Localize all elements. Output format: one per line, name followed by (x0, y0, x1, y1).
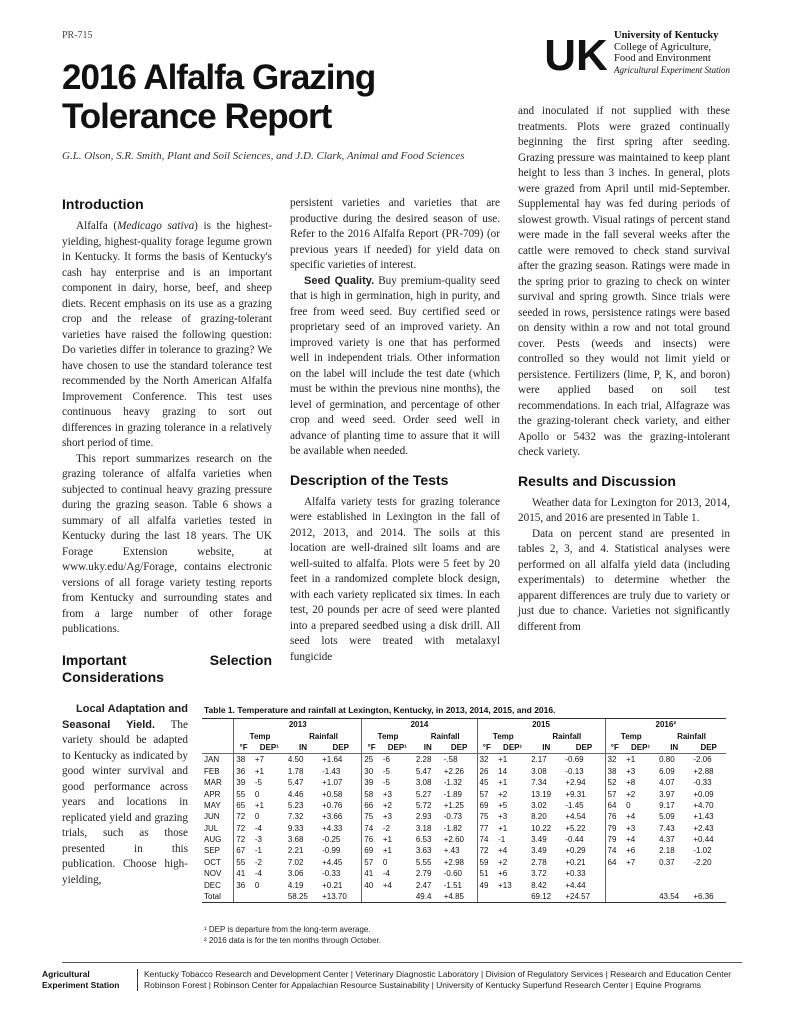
table-cell: 0 (254, 789, 260, 799)
table-row (202, 777, 726, 788)
temp-group: Temp (477, 730, 529, 741)
table-cell: +1 (498, 778, 508, 788)
table-cell: +0.21 (565, 857, 586, 867)
table-cell: 0 (254, 812, 260, 822)
table-cell: 77 (477, 823, 496, 834)
table-cell: +1 (498, 823, 508, 833)
table-cell: +3 (626, 766, 636, 776)
table-cell: 0 (382, 857, 388, 867)
footer-left-line-1: Agricultural (42, 969, 90, 979)
table-cell: +4.85 (442, 891, 477, 903)
table-cell: 74 (362, 823, 381, 834)
table-cell: +0.44 (693, 835, 714, 845)
year-header: 2014 (362, 719, 477, 731)
table-cell: 76 (362, 834, 381, 845)
table-cell: 2.93 (415, 812, 432, 822)
rain-group: Rainfall (430, 731, 460, 741)
table-cell: 57 (605, 788, 624, 799)
table-cell: 66 (362, 800, 381, 811)
table-cell: -2.06 (693, 755, 712, 765)
table-cell: -0.69 (565, 755, 584, 765)
temp-group: Temp (234, 730, 286, 741)
table-cell: 55 (234, 857, 253, 868)
table-cell (624, 879, 657, 890)
table-cell: 58.25 (286, 891, 320, 903)
table-cell: +7 (626, 857, 636, 867)
adaptation-paragraph: Local Adaptation and Seasonal Yield. The variety should be adapted to Kentucky as indicated by good winter survival and good performance across years and locations in replicated yield and grazing trials, such as those presented in this publication. Choose high-yielding, (62, 703, 188, 886)
table-cell: +6 (498, 869, 508, 879)
footer-units-line-2: Robinson Forest | Robinson Center for Appalachian Resource Sustainability | University of Kentucky Superfund Research Center | Equine Programs (144, 980, 702, 990)
table-cell: 3.49 (531, 846, 547, 856)
table-cell: 1.78 (287, 766, 304, 776)
table-row (202, 788, 726, 799)
table-cell: +1.25 (443, 800, 464, 810)
authors: G.L. Olson, S.R. Smith, Plant and Soil Sciences, and J.D. Clark, Animal and Food Sciences (62, 150, 465, 162)
seed-quality-runin: Seed Quality. (304, 274, 375, 287)
table-cell: 3.18 (415, 823, 432, 833)
table-cell: 55 (234, 788, 253, 799)
table-cell: 57 (362, 857, 381, 868)
table-cell: -0.44 (565, 835, 584, 845)
table-cell: 3.06 (287, 869, 304, 879)
college-line-2: Food and Environment (614, 53, 711, 64)
table-cell: -0.25 (322, 835, 341, 845)
table-cell: 75 (362, 811, 381, 822)
uk-logo-text: UK (545, 31, 607, 76)
col3-paragraph-1: and inoculated if not supplied with these treatments. Plots were grazed continually beginning the first spring after seeding. Grazing pressure was maintained to keep plant height to less than 3 inches. In general, plots were grazed from April until mid-September. Supplemental hay was fed during periods of slowest growth. Visual ratings of percent stand were made in the fall several weeks after the cattle were removed to check stand survival after the grazing season. Ratings were made in the spring prior to grazing to check on winter survival and spring growth. Since trials were seeded in rows, persistence ratings were based on density within a row and not total ground cover. Pests (weeds and insects) were controlled so they would not limit yield or persistence. Fertilizers (lime, P, K, and boron) were applied based on soil test recommendations. In each trial, Alfagraze was the grazing-tolerant check variety, and either Apollo or 5432 was the grazing-intolerant check variety. (518, 105, 730, 458)
month-cell: JUL (204, 823, 219, 833)
weather-table-body (202, 754, 726, 903)
table-cell: 74 (605, 845, 624, 856)
table-cell: +2 (498, 789, 508, 799)
table-cell: 2.28 (415, 755, 432, 765)
table-cell: +1 (382, 846, 392, 856)
introduction-heading: Introduction (62, 196, 144, 212)
results-paragraph-1: Weather data for Lexington for 2013, 2014, 2015, and 2016 are presented in Table 1. (518, 496, 730, 524)
table-cell: 65 (234, 800, 253, 811)
table-row (202, 845, 726, 856)
table-cell: 38 (605, 766, 624, 777)
table-cell: 32 (477, 754, 496, 766)
table-cell: -1.45 (565, 800, 584, 810)
column-1-lower (62, 702, 188, 888)
table-cell: 7.32 (287, 812, 304, 822)
table-cell: +0.76 (322, 800, 343, 810)
table-cell (362, 891, 381, 903)
table-row (202, 857, 726, 868)
table-cell: 25 (362, 754, 381, 766)
table-cell: +3 (382, 789, 392, 799)
table-cell: 69 (362, 845, 381, 856)
table-cell: -0.33 (322, 869, 341, 879)
station-name: Agricultural Experiment Station (614, 64, 730, 75)
table-cell: +2.60 (443, 835, 464, 845)
table-cell: +1.43 (693, 812, 714, 822)
table-cell: +6.36 (691, 891, 726, 903)
table-cell: 76 (605, 811, 624, 822)
month-cell: OCT (204, 857, 221, 867)
table-cell: 64 (605, 857, 624, 868)
table-cell (381, 891, 414, 903)
table-cell: +3.66 (322, 812, 343, 822)
table-cell: 0.37 (659, 857, 675, 867)
footnote-1: ¹ DEP is departure from the long-term average. (204, 925, 371, 934)
table-cell: +0.29 (565, 846, 586, 856)
table-cell: +0.09 (693, 789, 714, 799)
university-block (614, 30, 730, 76)
table-cell: +.43 (443, 846, 460, 856)
page-title (62, 58, 462, 136)
table-cell: 6.09 (659, 766, 675, 776)
table-cell (253, 891, 286, 903)
table-cell: +4 (382, 880, 392, 890)
uk-logo-icon (545, 30, 607, 76)
table-cell: 5.47 (287, 778, 304, 788)
table-cell: 59 (477, 857, 496, 868)
table-cell: -5 (382, 778, 390, 788)
table-cell: 49 (477, 879, 496, 890)
month-cell: MAR (204, 778, 222, 788)
table-cell: +5 (498, 800, 508, 810)
table-cell: +4 (626, 812, 636, 822)
table-cell: +2.98 (443, 857, 464, 867)
table-cell: -0.99 (322, 846, 341, 856)
intro-paragraph-1: Alfalfa (Medicago sativa) is the highest-yielding, highest-quality forage legume grown in Kentucky. It forms the basis of Kentucky's cash hay enterprise and is an important component in dairy, horse, beef, and sheep diets. Recent emphasis on its use as a grazing crop and the release of grazing-tolerant varieties have raised the following question: Do varieties differ in tolerance to grazing? We have chosen to use the standard tolerance test recommended by the North American Alfalfa Improvement Conference. This test uses continuous heavy grazing to sort out differences in grazing tolerance in a relatively short period of time. (62, 220, 273, 449)
table-cell: 72 (234, 811, 253, 822)
table-cell: 52 (605, 777, 624, 788)
table-cell: +1 (498, 755, 508, 765)
table-cell: +1.07 (322, 778, 343, 788)
table-cell: 3.63 (415, 846, 432, 856)
table-cell: -2.20 (693, 857, 712, 867)
table-cell: 32 (605, 754, 624, 766)
table-cell (496, 891, 529, 903)
table-cell: +1 (254, 766, 264, 776)
table-cell: -0.60 (443, 869, 462, 879)
table-row (202, 879, 726, 890)
column-1 (62, 196, 272, 692)
table-cell: 36 (234, 766, 253, 777)
table-cell: -1.51 (443, 880, 462, 890)
table-cell: 69 (477, 800, 496, 811)
results-heading: Results and Discussion (518, 472, 676, 489)
table-cell: +7 (254, 755, 264, 765)
university-name: University of Kentucky (614, 30, 719, 41)
table-cell: 7.34 (531, 778, 547, 788)
year-header: 2013 (234, 719, 362, 731)
table-cell: -0.73 (443, 812, 462, 822)
table-cell: 38 (234, 754, 253, 766)
table-cell: -2 (382, 823, 390, 833)
table-cell: 14 (498, 766, 508, 776)
results-paragraph-2: Data on percent stand are presented in tables 2, 3, and 4. Statistical analyses were performed on all alfalfa yield data (including experimentals) to determine whether the apparent differences are truly due to variety or just due to chance. Varieties not significantly different from (518, 527, 730, 633)
table-cell: +1 (382, 835, 392, 845)
tests-heading: Description of the Tests (290, 471, 449, 488)
table-cell: 5.55 (415, 857, 432, 867)
table-cell: 5.09 (659, 812, 675, 822)
column-3 (518, 104, 730, 635)
table-cell: +24.57 (563, 891, 605, 903)
month-cell: NOV (204, 869, 222, 879)
table-cell: -0.13 (565, 766, 584, 776)
table-cell: 0 (254, 880, 260, 890)
table-row (202, 811, 726, 822)
table-cell: -.58 (443, 755, 458, 765)
table-cell (477, 891, 496, 903)
table-cell: +13 (498, 880, 512, 890)
table-cell: +4 (626, 835, 636, 845)
table-cell: -5 (382, 766, 390, 776)
rain-group: Rainfall (677, 731, 706, 741)
rain-group: Rainfall (309, 731, 338, 741)
table-cell: +0.58 (322, 789, 343, 799)
table-cell: +2.94 (565, 778, 586, 788)
title-line-2: Tolerance Report (62, 97, 332, 136)
month-cell: SEP (204, 846, 221, 856)
table-cell: -5 (254, 778, 262, 788)
table-cell: 39 (234, 777, 253, 788)
rain-group: Rainfall (552, 731, 582, 741)
intro-paragraph-2: This report summarizes research on the grazing tolerance of alfalfa varieties when subjected to continual heavy grazing pressure during the grazing season. Table 6 shows a summary of all alfalfa varieties tested in Kentucky during the last 18 years. The UK Forage Extension website, at www.uky.edu/Ag/Forage, contains electronic versions of all forage variety testing reports from Kentucky and surrounding states and from a large number of other forage publications. (62, 452, 272, 635)
table-cell (605, 879, 624, 890)
column-2 (290, 196, 500, 665)
table-cell: 79 (605, 823, 624, 834)
weather-table: 2013 2014 2015 2016² Temp Rainfall Temp Rainfall Temp Rainfall Temp Rainfall °F DEP¹ IN DEP °F DEP¹ IN DEP °F DEP¹ IN DEP °F DEP¹ IN DEP JAN 38 +7 4.50 +1.64 25 -6 2.28 -.58 32 +1 2.17 -0.69 32 +1 0.80 -2.06 FEB 36 +1 1.78 -1.43 30 -5 5.47 +2.26 26 14 3.08 -0.13 38 +3 6.09 +2.88 MAR 39 -5 5.47 +1.07 39 -5 3.08 -1.32 45 +1 7.34 +2.94 52 +8 4.07 -0.33 APR 55 0 4.46 +0.58 58 +3 5.27 -1.89 57 +2 13.19 +9.31 57 +2 3.97 +0.09 MAY 65 +1 5.23 +0.76 66 +2 5.72 +1.25 69 +5 3.02 -1.45 64 0 9.17 +4.70 JUN 72 0 7.32 +3.66 75 +3 2.93 -0.73 75 +3 8.20 +4.54 76 +4 5.09 +1.43 JUL 72 -4 9.33 +4.33 74 -2 3.18 -1.82 77 +1 10.22 +5.22 79 +3 7.43 +2.43 AUG 72 -3 3.68 -0.25 76 +1 6.53 +2.60 74 -1 3.49 -0.44 79 +4 4.37 +0.44 SEP 67 -1 2.21 -0.99 69 +1 3.63 +.43 72 +4 3.49 +0.29 74 +6 2.18 -1.02 OCT 55 -2 7.02 +4.45 57 0 5.55 +2.98 59 +2 2.78 +0.21 64 +7 0.37 -2.20 NOV 41 -4 3.06 -0.33 41 -4 2.79 -0.60 51 +6 3.72 +0.33 DEC 36 0 4.19 +0.21 40 +4 2.47 -1.51 49 +13 8.42 +4.44 Total 58.25 +13.70 49.4 +4.85 69.12 +24.57 43.54 +6.36 (202, 718, 726, 903)
table-cell: +0.21 (322, 880, 343, 890)
table-cell: -1.32 (443, 778, 462, 788)
table-cell: 3.97 (659, 789, 675, 799)
table-cell: 41 (362, 868, 381, 879)
table-cell: 9.17 (659, 800, 675, 810)
year-header: 2015 (477, 719, 605, 731)
table-cell: 3.49 (531, 835, 547, 845)
seed-quality-paragraph: Seed Quality. Buy premium-quality seed that is high in germination, high in purity, and free from weed seed. Buy certified seed or proprietary seed of an improved variety. An improved variety is one that has performed well in independent trials. Other information on the label will include the test date (which must be within the previous nine months), the level of germination, and percentage of other crop and weed seed. Order seed well in advance of planting time to assure that it will be available when needed. (290, 274, 501, 457)
table-row (202, 868, 726, 879)
table-cell: 43.54 (657, 891, 691, 903)
table-cell (624, 891, 657, 903)
table-row (202, 891, 726, 903)
table-cell: 10.22 (531, 823, 552, 833)
table-cell: 3.68 (287, 835, 304, 845)
table-cell: +1 (254, 800, 264, 810)
table-cell: -4 (382, 869, 390, 879)
table-cell: 75 (477, 811, 496, 822)
table-cell: 30 (362, 766, 381, 777)
month-cell: JAN (204, 755, 220, 765)
month-cell: JUN (204, 812, 220, 822)
table-cell: 72 (477, 845, 496, 856)
table-cell: 57 (477, 788, 496, 799)
table-cell: 41 (234, 868, 253, 879)
table-cell: +2 (382, 800, 392, 810)
table-cell: 4.07 (659, 778, 675, 788)
temp-group: Temp (362, 730, 414, 741)
col2-paragraph-1: persistent varieties and varieties that are productive during the desired season of use. Refer to the 2016 Alfalfa Report (PR-709) (or previous years if needed) for yield data on specific varieties of interest. (290, 197, 500, 271)
month-cell: AUG (204, 835, 222, 845)
table-cell: 79 (605, 834, 624, 845)
table-cell: 40 (362, 879, 381, 890)
document-number: PR-715 (62, 30, 93, 41)
table-cell: 2.78 (531, 857, 547, 867)
table-cell: -1.89 (443, 789, 462, 799)
table-cell: 7.02 (287, 857, 304, 867)
table-cell: 2.17 (531, 755, 547, 765)
table-cell: 4.19 (287, 880, 304, 890)
table-cell: -1.02 (693, 846, 712, 856)
table-cell: 9.33 (287, 823, 304, 833)
table-cell (624, 868, 657, 879)
table-cell: 5.72 (415, 800, 432, 810)
table-cell: +3 (626, 823, 636, 833)
table-cell: 2.47 (415, 880, 432, 890)
table-cell: 3.02 (531, 800, 547, 810)
table-cell: +1 (626, 755, 636, 765)
table-cell (657, 879, 691, 890)
table-row (202, 823, 726, 834)
table-cell: +6 (626, 846, 636, 856)
table-cell: 4.37 (659, 835, 675, 845)
temp-group: Temp (605, 730, 657, 741)
table-row (202, 754, 726, 766)
title-line-1: 2016 Alfalfa Grazing (62, 58, 376, 97)
table-cell: 64 (605, 800, 624, 811)
footer-rule (62, 962, 742, 963)
table-cell: 58 (362, 788, 381, 799)
tests-paragraph: Alfalfa variety tests for grazing tolerance were established in Lexington in the fall of 2012, 2013, and 2014. The soils at this location are well-drained silt loams and are well-suited to alfalfa. Plots were 5 feet by 20 feet in a randomized complete block design, with each variety replicated six times. In each test, 20 pounds per acre of seed were planted into a prepared seedbed using a disk drill. All seed lots were treated with metalaxyl fungicide (290, 495, 500, 663)
table-cell: +2.26 (443, 766, 464, 776)
table-row (202, 766, 726, 777)
table-cell: +3 (382, 812, 392, 822)
table-cell: 3.08 (531, 766, 547, 776)
footer-left (42, 969, 119, 991)
table-cell: 74 (477, 834, 496, 845)
table-cell: -6 (382, 755, 390, 765)
table-cell: -2 (254, 857, 262, 867)
footer-left-line-2: Experiment Station (42, 980, 120, 990)
table-cell (605, 868, 624, 879)
table-cell: +4 (498, 846, 508, 856)
table-cell: 72 (234, 834, 253, 845)
month-cell: APR (204, 789, 221, 799)
table-cell: -0.33 (693, 778, 712, 788)
table-cell: +4.33 (322, 823, 343, 833)
month-cell: FEB (204, 766, 220, 776)
table-row (202, 800, 726, 811)
adaptation-runin: Local Adaptation and Seasonal Yield. (62, 703, 188, 731)
month-cell: DEC (204, 880, 221, 890)
table-cell: +5.22 (565, 823, 586, 833)
table-cell (691, 868, 726, 879)
footer-units (137, 969, 764, 991)
table-cell: 49.4 (414, 891, 442, 903)
table-cell: +2.43 (693, 823, 714, 833)
table-cell: +8 (626, 778, 636, 788)
table-cell: -3 (254, 835, 262, 845)
table-cell: 2.21 (287, 846, 304, 856)
table-cell: +4.70 (693, 800, 714, 810)
year-header: 2016² (605, 719, 726, 731)
table-cell: +9.31 (565, 789, 586, 799)
table-cell: 6.53 (415, 835, 432, 845)
species-name: Medicago sativa (117, 220, 195, 232)
table-cell (657, 868, 691, 879)
table-cell (234, 891, 253, 903)
table-cell (691, 879, 726, 890)
college-line-1: College of Agriculture, (614, 41, 712, 53)
table-cell: +4.54 (565, 812, 586, 822)
table-cell: 39 (362, 777, 381, 788)
table-cell: 3.72 (531, 869, 547, 879)
table-cell (605, 891, 624, 903)
table-cell: -1 (498, 835, 506, 845)
footnote-2: ² 2016 data is for the ten months through October. (204, 936, 381, 945)
table-cell: 67 (234, 845, 253, 856)
table-cell: 13.19 (531, 789, 552, 799)
table-cell: 26 (477, 766, 496, 777)
table-cell: +3 (498, 812, 508, 822)
table-cell: +2.88 (693, 766, 714, 776)
table-cell: 0.80 (659, 755, 675, 765)
table-cell: 45 (477, 777, 496, 788)
month-cell: MAY (204, 800, 221, 810)
table-cell: +1.64 (322, 755, 343, 765)
table-cell: -1 (254, 846, 262, 856)
table-cell: -4 (254, 869, 262, 879)
table1-caption: Table 1. Temperature and rainfall at Lexington, Kentucky, in 2013, 2014, 2015, and 2016. (204, 705, 556, 715)
table-cell: -1.82 (443, 823, 462, 833)
table-cell: 7.43 (659, 823, 675, 833)
table-cell: +0.33 (565, 869, 586, 879)
table-cell: 36 (234, 879, 253, 890)
table-cell: +2 (498, 857, 508, 867)
table-cell: -1.43 (322, 766, 341, 776)
table-cell: 0 (626, 800, 631, 810)
table-cell: 2.18 (659, 846, 675, 856)
table-cell: +4.44 (565, 880, 586, 890)
table-cell: 72 (234, 823, 253, 834)
table-cell: -4 (254, 823, 262, 833)
footer-units-line-1: Kentucky Tobacco Research and Development Center | Veterinary Diagnostic Laboratory | Division of Regulatory Services | Research and Education Center (144, 969, 732, 979)
table-cell: 2.79 (415, 869, 432, 879)
selection-heading: Important Selection Considerations (62, 651, 272, 685)
table-cell: 5.23 (287, 800, 304, 810)
table-cell: +13.70 (320, 891, 362, 903)
table-cell: 5.27 (415, 789, 432, 799)
table-cell: 8.42 (531, 880, 547, 890)
table-cell: +4.45 (322, 857, 343, 867)
table-cell: +2 (626, 789, 636, 799)
uk-logo (545, 30, 607, 76)
table-cell: 8.20 (531, 812, 547, 822)
table-cell: 69.12 (529, 891, 563, 903)
month-cell: Total (202, 891, 234, 903)
table-cell: 3.08 (415, 778, 432, 788)
table-cell: 5.47 (415, 766, 432, 776)
table-cell: 51 (477, 868, 496, 879)
table-row (202, 834, 726, 845)
table-cell: 4.50 (287, 755, 304, 765)
table-cell: 4.46 (287, 789, 304, 799)
